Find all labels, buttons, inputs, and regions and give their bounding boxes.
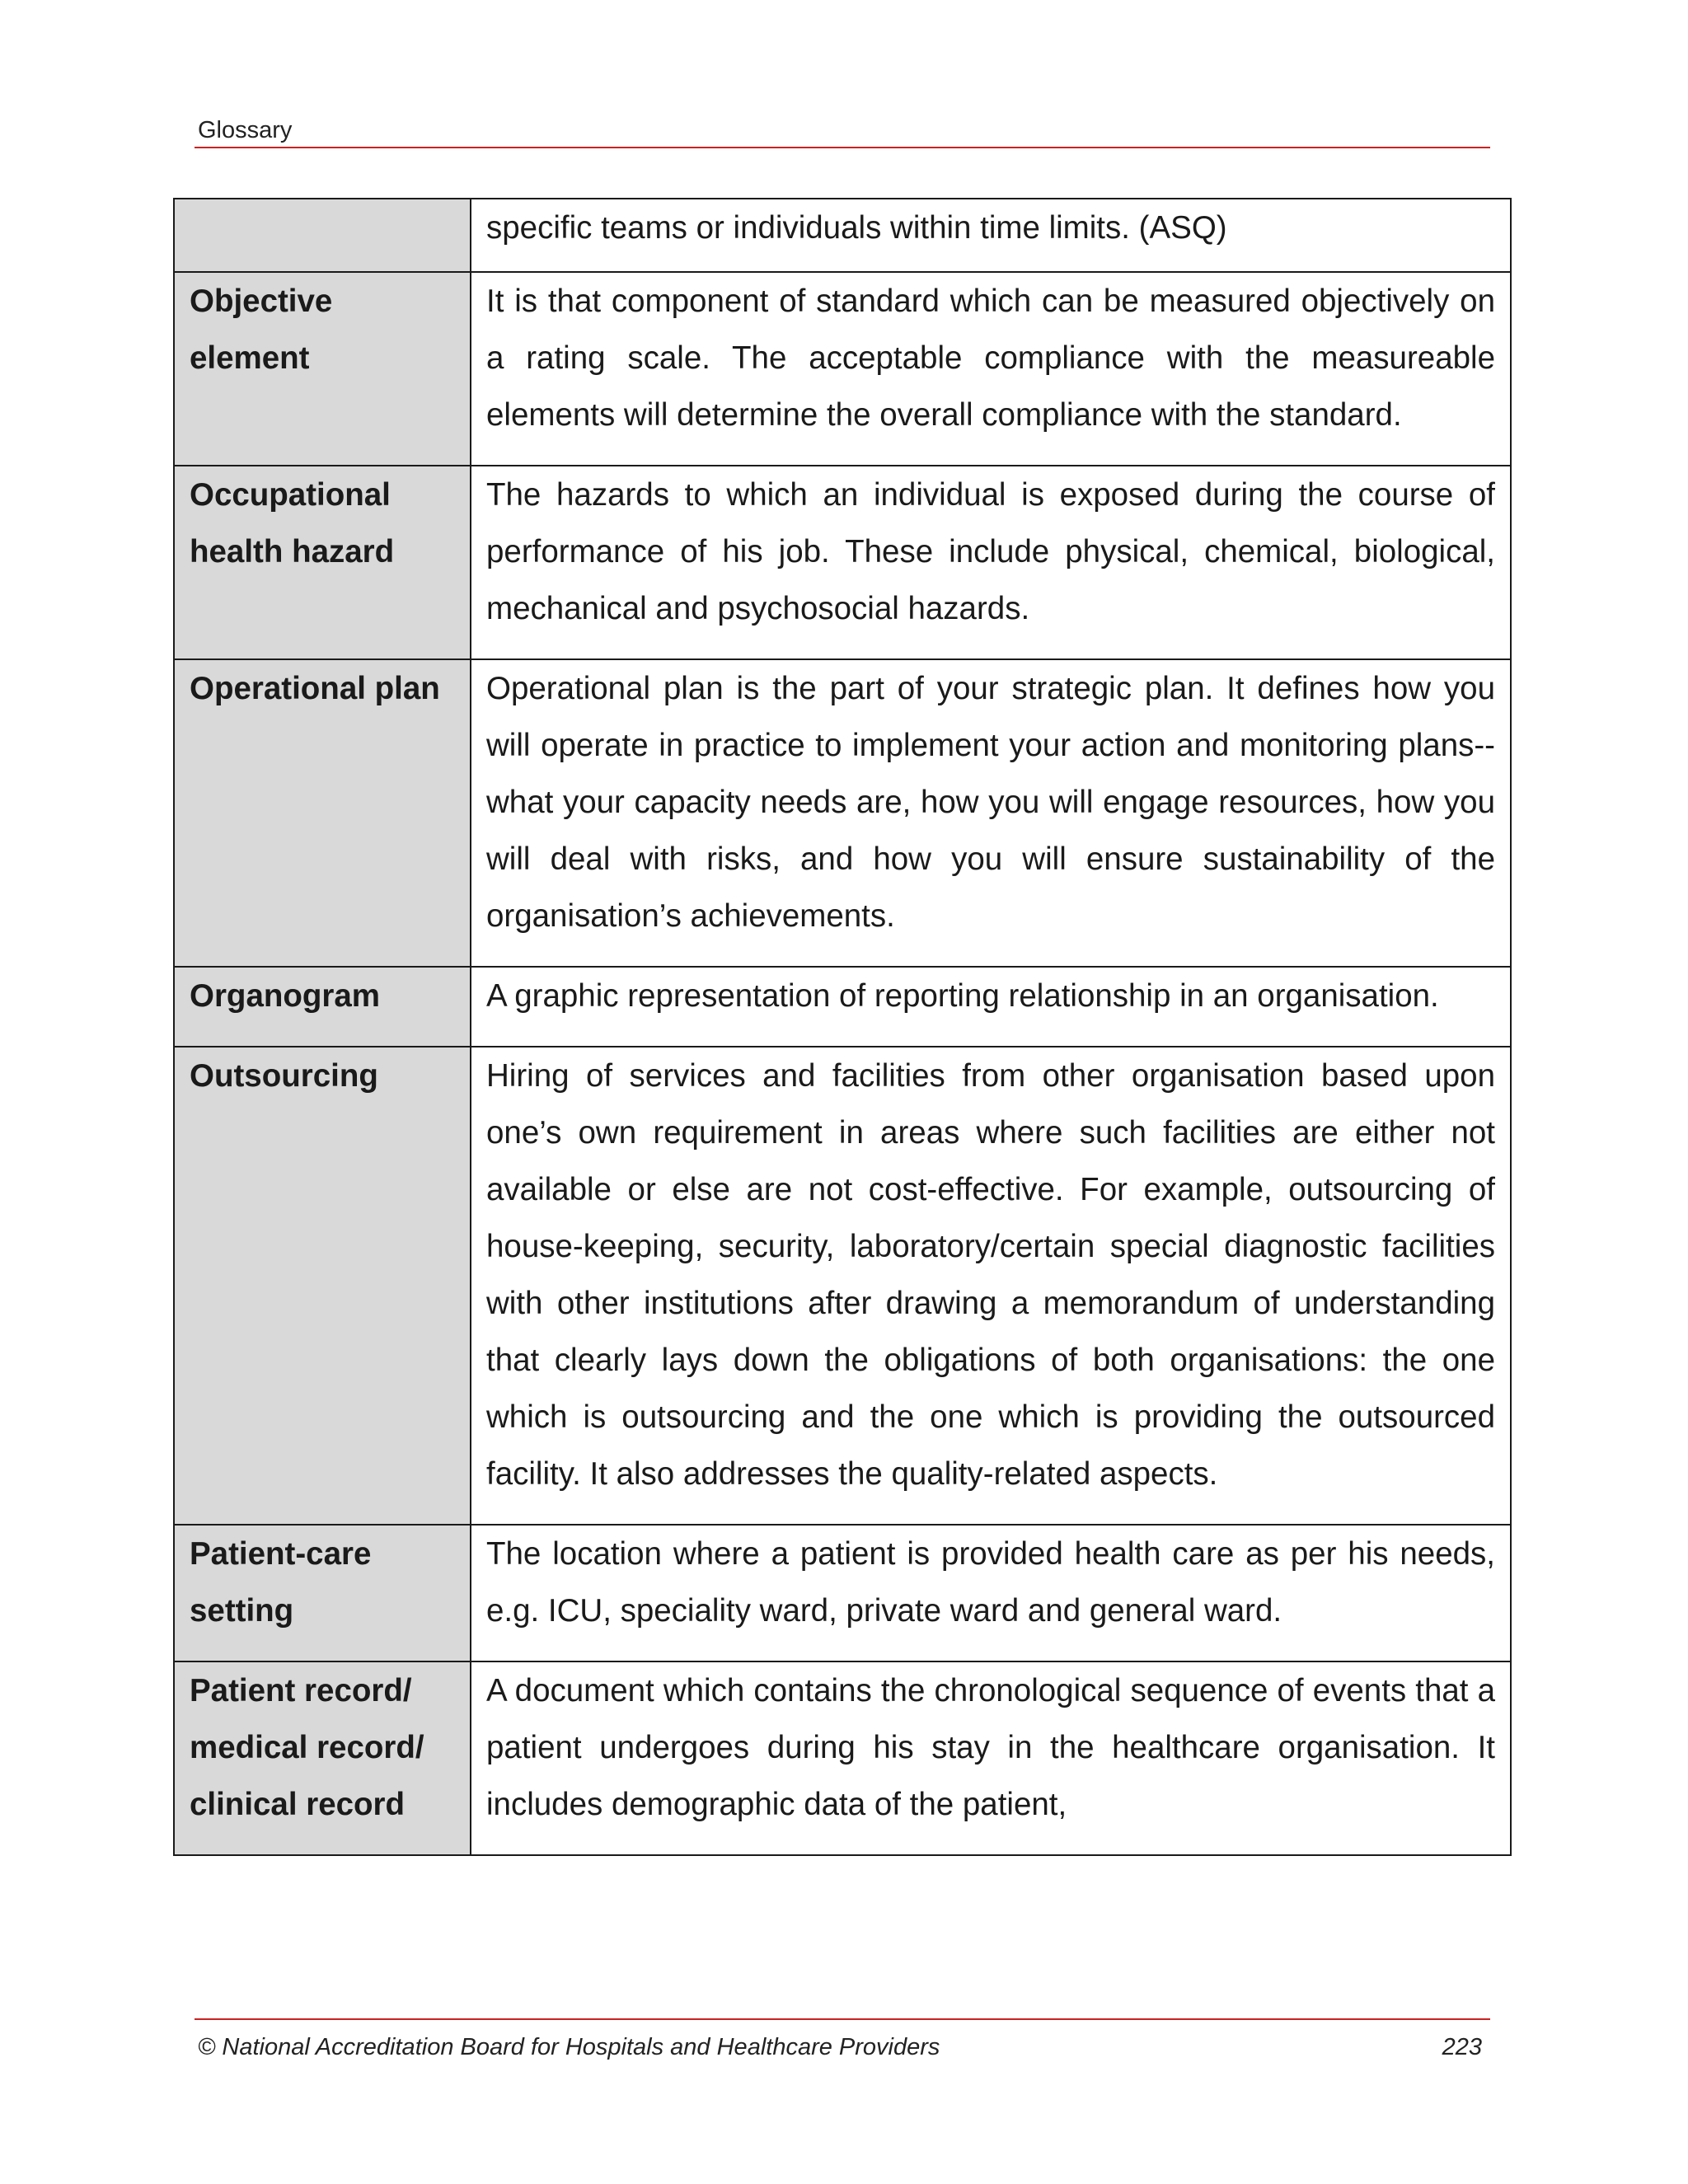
- table-row: [174, 659, 1511, 967]
- header-divider: [195, 147, 1490, 148]
- table-row: [174, 1525, 1511, 1661]
- glossary-term: Patient-care setting: [174, 1525, 471, 1661]
- glossary-term: [174, 199, 471, 272]
- glossary-term: Occupational health hazard: [174, 466, 471, 659]
- footer-divider: [195, 2018, 1490, 2020]
- footer-copyright: © National Accreditation Board for Hospitals and Healthcare Providers: [198, 2034, 940, 2060]
- table-row: [174, 199, 1511, 272]
- glossary-term: Patient record/ medical record/ clinical record: [174, 1661, 471, 1855]
- glossary-definition: The hazards to which an individual is exposed during the course of performance of his job. These include physical, chemical, biological, mechanical and psychosocial hazards.: [471, 466, 1511, 659]
- glossary-definition: It is that component of standard which can be measured objectively on a rating scale. The acceptable compliance with the measureable elements will determine the overall compliance with the standard.: [471, 272, 1511, 466]
- table-row: [174, 1047, 1511, 1525]
- glossary-term: Operational plan: [174, 659, 471, 967]
- glossary-definition: Hiring of services and facilities from other organisation based upon one’s own requirement in areas where such facilities are either not available or else are not cost-effective. For example, outsourcing of house-keeping, security, laboratory/certain special diagnostic facilities with other institutions after drawing a memorandum of understanding that clearly lays down the obligations of both organisations: the one which is outsourcing and the one which is providing the outsourced facility. It also addresses the quality-related aspects.: [471, 1047, 1511, 1525]
- glossary-term: Outsourcing: [174, 1047, 471, 1525]
- glossary-definition: specific teams or individuals within time limits. (ASQ): [471, 199, 1511, 272]
- glossary-definition: Operational plan is the part of your strategic plan. It defines how you will operate in practice to implement your action and monitoring plans--what your capacity needs are, how you will engage resources, how you will deal with risks, and how you will ensure sustainability of the organisation’s achievements.: [471, 659, 1511, 967]
- glossary-definition: A document which contains the chronological sequence of events that a patient undergoes during his stay in the healthcare organisation. It includes demographic data of the patient,: [471, 1661, 1511, 1855]
- page-number: 223: [1442, 2034, 1482, 2060]
- table-row: [174, 967, 1511, 1047]
- running-header: Glossary: [198, 117, 293, 143]
- table-row: [174, 1661, 1511, 1855]
- glossary-definition: A graphic representation of reporting relationship in an organisation.: [471, 967, 1511, 1047]
- table-row: [174, 466, 1511, 659]
- glossary-term: Organogram: [174, 967, 471, 1047]
- glossary-term: Objective element: [174, 272, 471, 466]
- glossary-table: [173, 198, 1512, 1856]
- table-row: [174, 272, 1511, 466]
- glossary-definition: The location where a patient is provided health care as per his needs, e.g. ICU, speciality ward, private ward and general ward.: [471, 1525, 1511, 1661]
